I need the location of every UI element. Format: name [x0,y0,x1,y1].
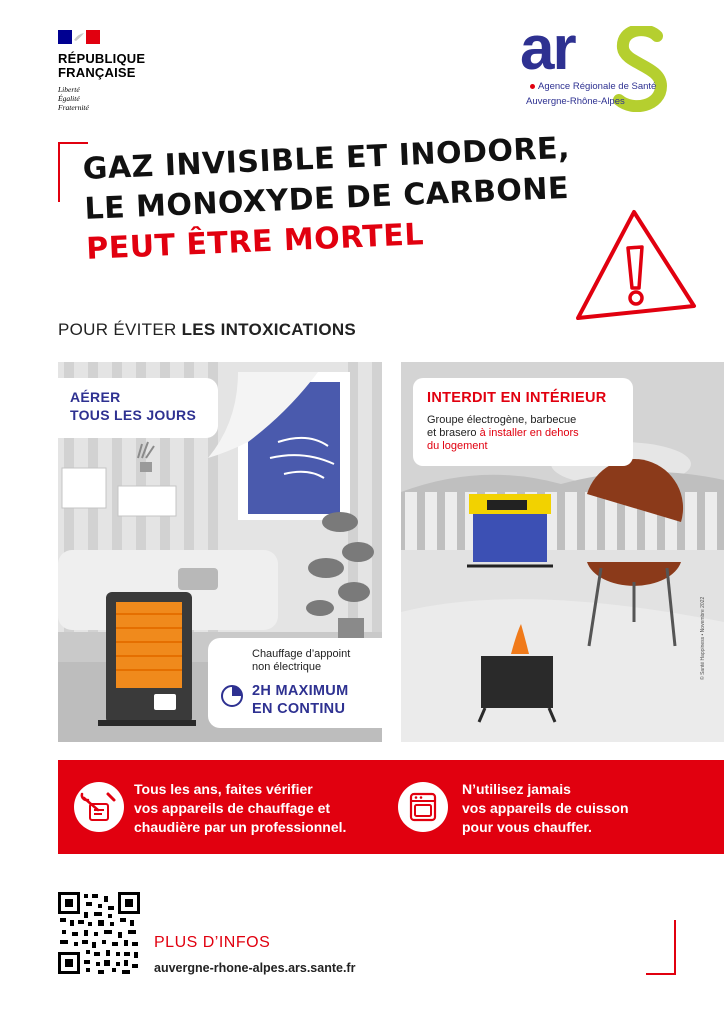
clock-icon [220,684,244,708]
indoor-forbidden-title: INTERDIT EN INTÉRIEUR [427,390,607,406]
annual-check-line3: chaudière par un professionnel. [134,819,347,835]
title-line-2: LE MONOXYDE DE CARBONE [83,170,570,227]
republique-francaise-logo [58,30,168,112]
indoor-forbidden-desc-line2: et brasero [427,427,480,439]
oven-icon [398,782,448,832]
ventilate-title-line1: AÉRER [70,389,121,405]
indoor-forbidden-desc-line3: du logement [427,440,488,452]
outdoor-illustration-panel [401,362,724,742]
maintenance-icon [74,782,124,832]
illustration-credit: © Santé Happiness • Novembre 2022 [700,596,706,680]
no-cooking-line2: vos appareils de cuisson [462,800,629,816]
indoor-illustration-panel [58,362,382,742]
rf-motto-fraternite: Fraternité [58,103,89,112]
advice-band [58,760,724,854]
heater-limit-card [208,638,382,728]
no-cooking-line1: N’utilisez jamais [462,781,571,797]
ars-red-dot-icon [530,84,535,89]
heater-limit-line2: EN CONTINU [252,701,346,717]
heater-label-line1: Chauffage d’appoint [252,648,351,660]
title-line-1: GAZ INVISIBLE ET INODORE, [82,130,571,187]
qr-code[interactable] [58,892,140,974]
title-line-3: PEUT ÊTRE MORTEL [85,217,425,267]
rf-motto-egalite: Égalité [58,94,80,103]
rf-name-line1: RÉPUBLIQUE [58,51,146,66]
heater-label-line2: non électrique [252,661,322,673]
indoor-forbidden-card [413,378,633,466]
annual-check-line1: Tous les ans, faites vérifier [134,781,313,797]
subtitle [58,320,356,340]
ventilate-card [58,378,218,438]
no-cooking-line3: pour vous chauffer. [462,819,592,835]
ventilate-title-line2: TOUS LES JOURS [70,407,197,423]
ars-logo [518,14,673,114]
main-title [82,129,574,270]
footer-corner-decoration [646,920,676,975]
ars-region-name: Auvergne-Rhône-Alpes [526,96,625,107]
indoor-forbidden-desc-line2-red: à installer en dehors [479,427,579,439]
rf-motto-liberte: Liberté [58,85,80,94]
warning-triangle-icon [572,206,700,322]
no-cooking-heat-advice [462,780,662,837]
annual-check-advice [134,780,384,837]
ars-agency-name: Agence Régionale de Santé [538,81,657,92]
indoor-forbidden-desc-line1: Groupe électrogène, barbecue [427,414,577,426]
french-flag-icon [58,30,102,48]
subtitle-prefix: POUR ÉVITER [58,320,182,339]
rf-name-line2: FRANÇAISE [58,65,136,80]
annual-check-line2: vos appareils de chauffage et [134,800,331,816]
more-info-title: PLUS D’INFOS [154,934,271,951]
ars-logo-letters: ar [520,14,575,83]
more-info-link[interactable]: auvergne-rhone-alpes.ars.sante.fr [154,961,356,975]
heater-limit-line1: 2H MAXIMUM [252,683,349,699]
subtitle-emphasis: LES INTOXICATIONS [181,320,357,339]
